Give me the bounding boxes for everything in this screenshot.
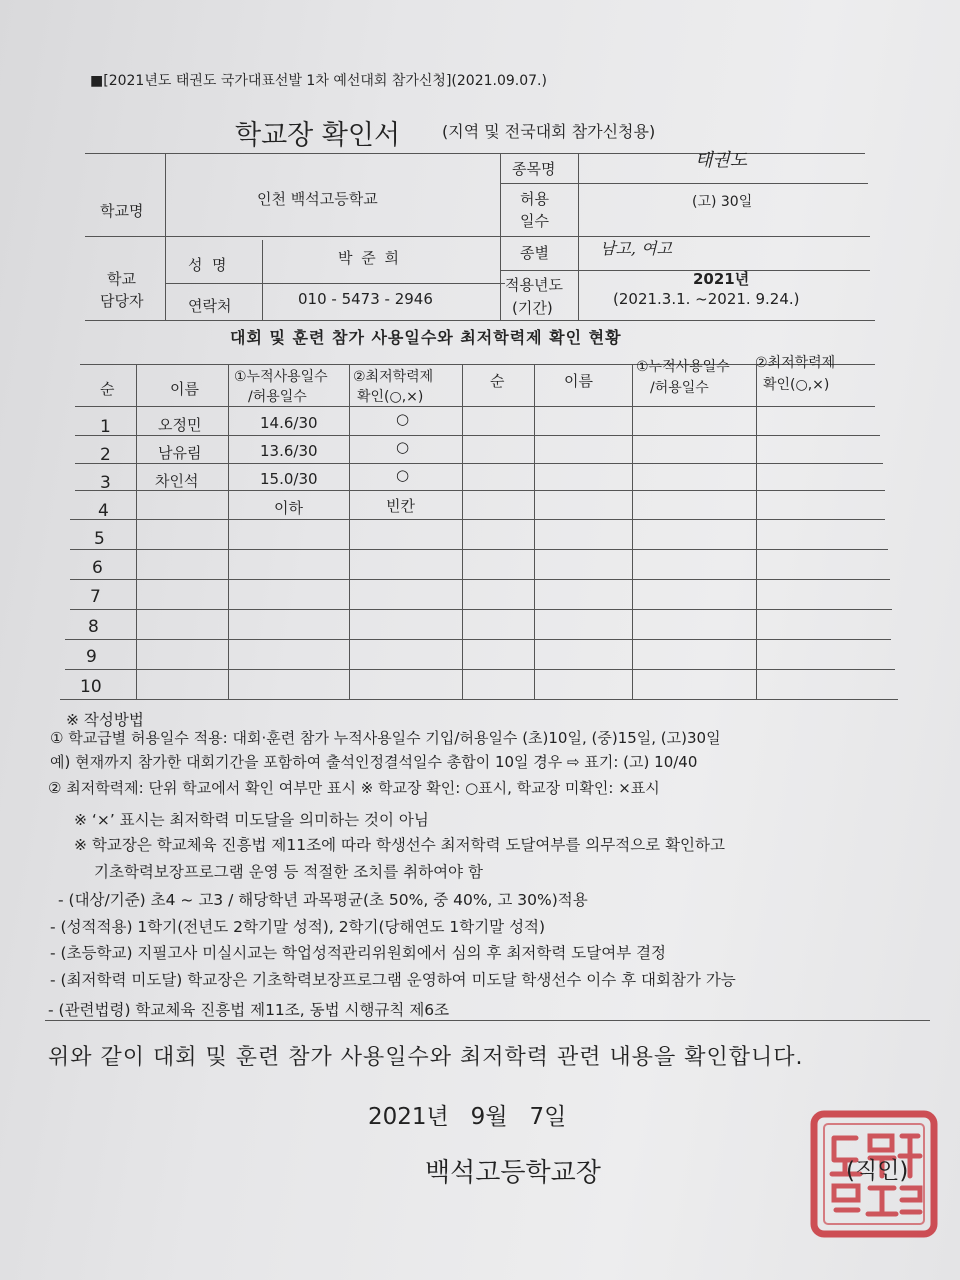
- info-line-name: [165, 283, 505, 284]
- header-name-right: 이름: [564, 372, 593, 390]
- row-name: 오정민: [158, 416, 202, 434]
- table-vline-5: [534, 364, 535, 699]
- row-no: 7: [90, 587, 101, 607]
- note-line: - (최저학력 미도달) 학교장은 기초학력보장프로그램 운영하여 미도달 학생선수 이수 후 대회참가 가능: [50, 971, 736, 989]
- note-line: - (성적적용) 1학기(전년도 2학기말 성적), 2학기(당해연도 1학기말 성적): [50, 918, 546, 936]
- school-value: 인천 백석고등학교: [257, 190, 378, 208]
- header-days-2-right: /허용일수: [650, 380, 709, 396]
- allowed-label-2: 일수: [520, 212, 549, 230]
- row-days: 13.6/30: [260, 442, 318, 460]
- note-line: ① 학교급별 허용일수 적용: 대회·훈련 참가 누적사용일수 기입/허용일수 (초)10일, (중)15일, (고)30일: [50, 729, 721, 747]
- header-days-1: ①누적사용일수: [234, 369, 328, 385]
- confirmation-text: 위와 같이 대회 및 훈련 참가 사용일수와 최저학력 관련 내용을 확인합니다.: [48, 1045, 804, 1070]
- note-line: ※ 학교장은 학교체육 진흥법 제11조에 따라 학생선수 최저학력 도달여부를 의무적으로 확인하고: [74, 836, 725, 854]
- row-check: ○: [396, 438, 410, 456]
- table-vline-1: [136, 364, 137, 699]
- table-header-line: [75, 406, 875, 407]
- year-label-1: 적용년도: [505, 276, 563, 294]
- contact-value: 010 - 5473 - 2946: [298, 290, 433, 308]
- footer-divider: [45, 1020, 930, 1021]
- header-no: 순: [100, 380, 115, 398]
- header-check-1-right: ②최저학력제: [755, 355, 836, 371]
- table-vline-4: [462, 364, 463, 699]
- info-border-bottom: [85, 320, 875, 321]
- info-vline-1: [165, 153, 166, 320]
- table-row-line-4: [70, 519, 885, 520]
- category-label: 종별: [520, 244, 549, 262]
- row-name: 차인석: [155, 472, 199, 490]
- row-no: 4: [98, 501, 109, 521]
- section-title: 대회 및 훈련 참가 사용일수와 최저학력제 확인 현황: [230, 328, 622, 347]
- signer-name: 백석고등학교장: [425, 1158, 601, 1188]
- info-vline-4: [578, 153, 579, 320]
- row-no: 1: [100, 417, 111, 437]
- event-label: 종목명: [512, 160, 556, 178]
- contact-label: 연락처: [188, 297, 232, 315]
- row-no: 2: [100, 445, 111, 465]
- header-check-2-right: 확인(○,×): [763, 377, 830, 393]
- year-value: 2021년: [693, 270, 750, 288]
- header-days-1-right: ①누적사용일수: [636, 359, 730, 375]
- school-label: 학교명: [100, 202, 144, 220]
- header-days-2: /허용일수: [248, 389, 307, 405]
- note-line: ※ 작성방법: [66, 711, 144, 729]
- table-row-line-2: [75, 463, 883, 464]
- row-no: 10: [80, 677, 102, 697]
- manager-label-1: 학교: [107, 270, 136, 288]
- table-row-line-8: [65, 639, 891, 640]
- info-line-event: [500, 183, 868, 184]
- allowed-label-1: 허용: [520, 190, 549, 208]
- row-name: 남유림: [158, 444, 202, 462]
- note-line: - (대상/기준) 초4 ~ 고3 / 해당학년 과목평균(초 50%, 중 40%, 고 30%)적용: [58, 891, 588, 909]
- row-days: 이하: [274, 499, 303, 517]
- header-name: 이름: [170, 380, 199, 398]
- info-line-school: [85, 236, 870, 237]
- event-value: 태권도: [695, 150, 748, 171]
- notice-header: ■[2021년도 태권도 국가대표선발 1차 예선대회 참가신청](2021.09.07.): [90, 73, 547, 89]
- row-check: ○: [396, 466, 410, 484]
- year-label-2: (기간): [512, 299, 553, 317]
- header-check-2: 확인(○,×): [357, 389, 424, 405]
- document-subtitle: (지역 및 전국대회 참가신청용): [442, 122, 656, 141]
- row-days: 14.6/30: [260, 414, 318, 432]
- table-vline-6: [632, 364, 633, 699]
- info-vline-3: [500, 153, 501, 320]
- table-vline-7: [756, 364, 757, 699]
- note-line: 기초학력보장프로그램 운영 등 적절한 조치를 취하여야 함: [94, 863, 483, 881]
- table-vline-2: [228, 364, 229, 699]
- row-no: 6: [92, 558, 103, 578]
- row-check: ○: [396, 410, 410, 428]
- document-title: 학교장 확인서: [235, 120, 401, 151]
- table-row-line-5: [70, 549, 888, 550]
- table-vline-3: [349, 364, 350, 699]
- issue-date: 2021년 9월 7일: [368, 1104, 567, 1130]
- note-line: ② 최저학력제: 단위 학교에서 확인 여부만 표시 ※ 학교장 확인: ○표시, 학교장 미확인: ×표시: [48, 779, 660, 797]
- category-value: 남고, 여고: [600, 239, 672, 258]
- table-row-line-7: [70, 609, 892, 610]
- row-no: 8: [88, 617, 99, 637]
- row-no: 5: [94, 529, 105, 549]
- row-days: 15.0/30: [260, 470, 318, 488]
- row-check: 빈칸: [386, 497, 415, 515]
- header-check-1: ②최저학력제: [353, 369, 434, 385]
- name-value: 박 준 희: [338, 249, 402, 267]
- table-border-bottom: [60, 699, 898, 700]
- info-border-top: [85, 153, 865, 154]
- note-line: ※ ‘×’ 표시는 최저학력 미도달을 의미하는 것이 아님: [74, 811, 429, 829]
- row-no: 9: [86, 647, 97, 667]
- row-no: 3: [100, 473, 111, 493]
- table-row-line-9: [65, 669, 895, 670]
- note-line: - (관련법령) 학교체육 진흥법 제11조, 동법 시행규칙 제6조: [48, 1001, 450, 1019]
- table-row-line-6: [70, 579, 890, 580]
- seal-label: (직인): [846, 1158, 909, 1184]
- table-row-line-1: [75, 435, 880, 436]
- manager-label-2: 담당자: [100, 292, 144, 310]
- allowed-value: (고) 30일: [692, 194, 753, 210]
- note-line: - (초등학교) 지필고사 미실시교는 학업성적관리위원회에서 심의 후 최저학력 도달여부 결정: [50, 944, 667, 962]
- name-label: 성 명: [188, 256, 227, 274]
- info-line-category: [500, 270, 870, 271]
- header-no-right: 순: [490, 372, 505, 390]
- period-value: (2021.3.1. ~2021. 9.24.): [613, 290, 800, 308]
- info-vline-2: [262, 240, 263, 320]
- note-line: 예) 현재까지 참가한 대회기간을 포함하여 출석인정결석일수 총합이 10일 경우 ⇨ 표기: (고) 10/40: [50, 753, 698, 771]
